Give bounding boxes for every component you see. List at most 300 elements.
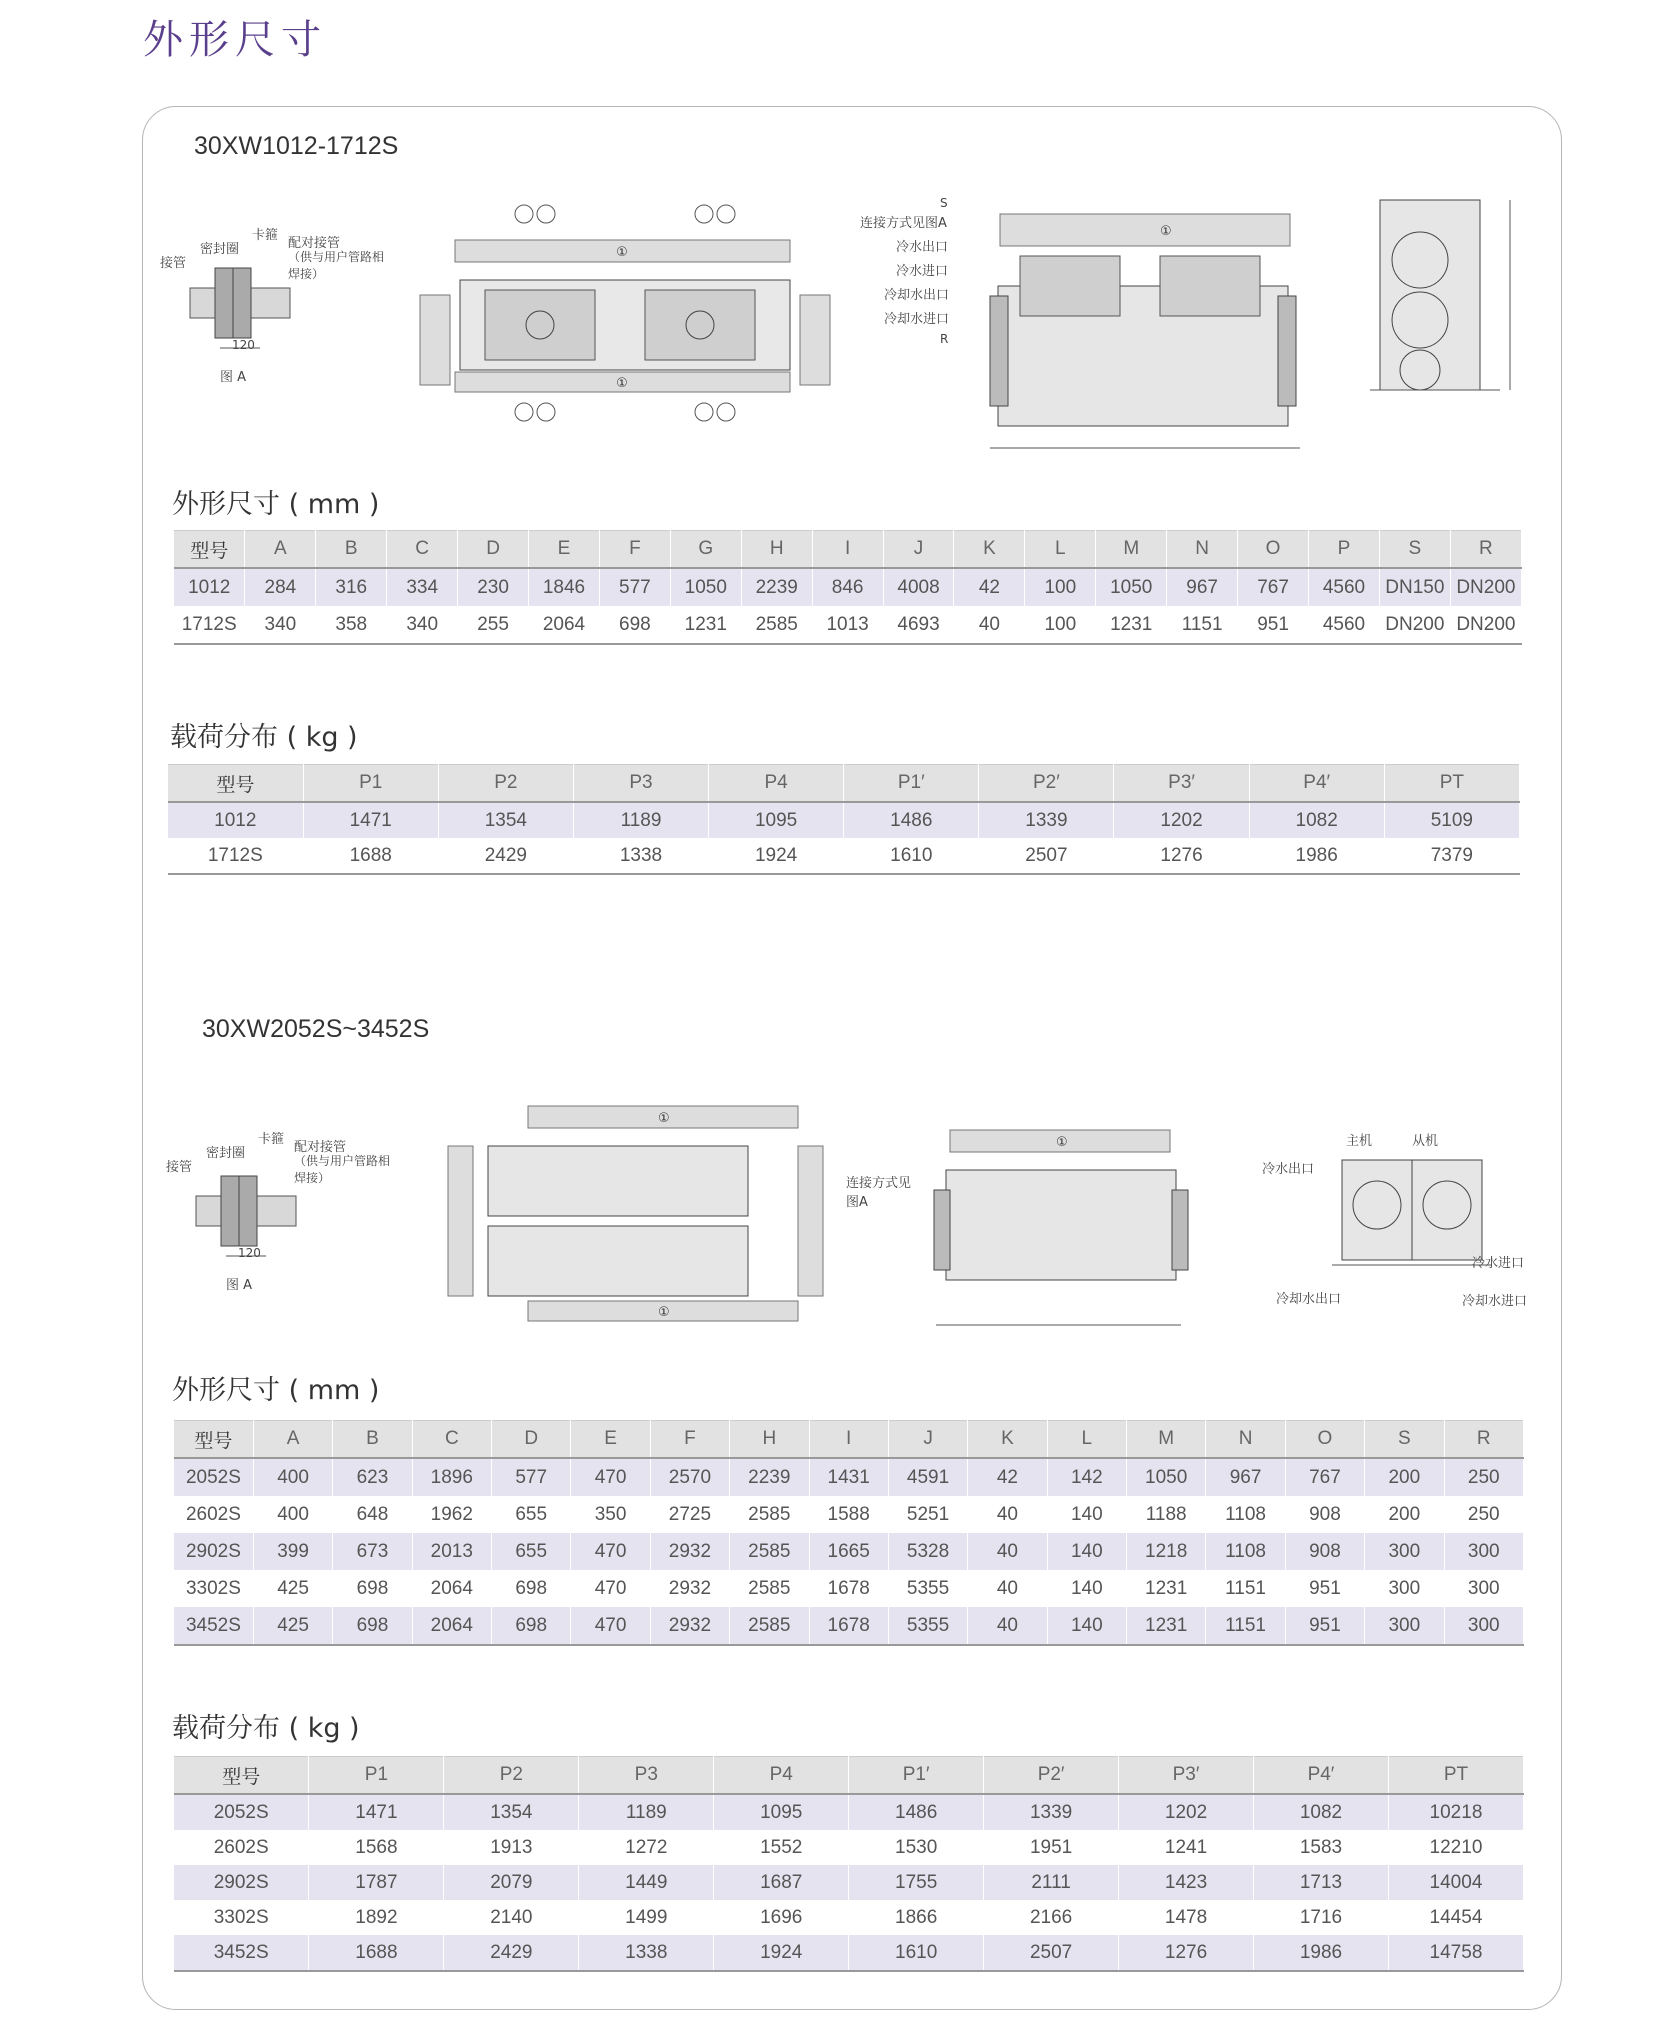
table-cell: 2585	[730, 1570, 809, 1607]
load-title-1: 载荷分布 ( kg )	[170, 722, 358, 753]
table-cell: 340	[245, 606, 316, 644]
seal-label: 密封圈	[200, 242, 240, 257]
table-cell: 100	[1025, 568, 1096, 606]
chilled-water-out-label: 冷水出口	[896, 240, 949, 255]
table-cell: 470	[571, 1533, 650, 1570]
column-header: H	[730, 1421, 809, 1459]
table-row	[168, 838, 1520, 874]
table-row	[174, 1900, 1524, 1935]
table-cell: 100	[1025, 606, 1096, 644]
column-header: N	[1206, 1421, 1285, 1459]
table-cell: 698	[333, 1607, 412, 1645]
load-table-2	[174, 1756, 1524, 1972]
table-cell: 300	[1444, 1607, 1524, 1645]
table-cell: 655	[492, 1496, 571, 1533]
table-cell: 1471	[309, 1794, 444, 1830]
table-cell: 1449	[579, 1865, 714, 1900]
table-cell: 1924	[714, 1935, 849, 1971]
table-cell: 284	[245, 568, 316, 606]
label-s: S	[940, 196, 948, 210]
table-cell: 1202	[1114, 802, 1249, 838]
table-cell: 1241	[1119, 1830, 1254, 1865]
table-cell: 5251	[888, 1496, 967, 1533]
table-cell: 1951	[984, 1830, 1119, 1865]
table-cell: 1588	[809, 1496, 888, 1533]
master-unit-label: 主机	[1346, 1134, 1373, 1149]
load-table-1	[168, 764, 1520, 875]
table-cell: 2725	[650, 1496, 729, 1533]
table-row	[174, 606, 1522, 644]
column-header: P2	[438, 765, 573, 803]
table-cell: 1986	[1254, 1935, 1389, 1971]
table-cell: 14758	[1388, 1935, 1523, 1971]
table-cell: 4560	[1309, 606, 1380, 644]
table-cell: 1338	[573, 838, 708, 874]
dimension-table-2	[174, 1420, 1524, 1646]
unit-end-view-drawing-1	[1360, 190, 1540, 440]
column-header: J	[888, 1421, 967, 1459]
column-header: K	[954, 531, 1025, 569]
table-cell: 1276	[1114, 838, 1249, 874]
cooling-water-in-label: 冷却水进口	[1462, 1294, 1528, 1309]
table-cell: 2570	[650, 1458, 729, 1496]
table-cell: 1108	[1206, 1533, 1285, 1570]
table-cell: 1696	[714, 1900, 849, 1935]
table-cell: 951	[1285, 1570, 1364, 1607]
table-cell: 400	[253, 1458, 332, 1496]
table-header-row	[174, 1757, 1524, 1795]
table-cell: 951	[1285, 1607, 1364, 1645]
table-cell: 1986	[1249, 838, 1384, 874]
pipe-label: 接管	[166, 1160, 193, 1175]
table-cell: 2602S	[174, 1496, 253, 1533]
mate-pipe-note: （供与用户管路相焊接）	[294, 1154, 391, 1185]
figure-a-label: 图 A	[226, 1278, 253, 1293]
table-cell: 1095	[714, 1794, 849, 1830]
table-cell: 1962	[412, 1496, 491, 1533]
table-cell: DN200	[1379, 606, 1450, 644]
table-cell: 577	[599, 568, 670, 606]
table-cell: 40	[968, 1533, 1047, 1570]
load-title-2: 载荷分布 ( kg )	[172, 1713, 360, 1744]
label-r: R	[940, 332, 949, 346]
column-header: P3	[579, 1757, 714, 1795]
column-header: R	[1450, 531, 1521, 569]
clamp-label: 卡箍	[258, 1132, 285, 1147]
column-header: C	[412, 1421, 491, 1459]
conn-label: 连接方式见图A	[846, 1176, 912, 1210]
table-cell: 4693	[883, 606, 954, 644]
table-cell: 2932	[650, 1570, 729, 1607]
table-cell: 1082	[1254, 1794, 1389, 1830]
table-cell: 1013	[812, 606, 883, 644]
table-cell: 908	[1285, 1496, 1364, 1533]
table-cell: 1431	[809, 1458, 888, 1496]
table-row	[174, 1935, 1524, 1971]
clamp-label: 卡箍	[252, 228, 279, 243]
table-cell: 1713	[1254, 1865, 1389, 1900]
table-cell: 42	[954, 568, 1025, 606]
table-cell: 1272	[579, 1830, 714, 1865]
table-cell: 698	[492, 1570, 571, 1607]
table-cell: 230	[458, 568, 529, 606]
column-header: K	[968, 1421, 1047, 1459]
table-cell: 1151	[1206, 1607, 1285, 1645]
table-cell: 1913	[444, 1830, 579, 1865]
table-cell: 1012	[174, 568, 245, 606]
table-cell: 14004	[1388, 1865, 1523, 1900]
column-header: D	[458, 531, 529, 569]
table-cell: 1583	[1254, 1830, 1389, 1865]
column-header: P1′	[844, 765, 979, 803]
table-cell: 1423	[1119, 1865, 1254, 1900]
table-cell: 2239	[730, 1458, 809, 1496]
cooling-water-out-label: 冷却水出口	[1276, 1292, 1342, 1307]
column-header: A	[245, 531, 316, 569]
table-cell: 1276	[1119, 1935, 1254, 1971]
column-header: P3′	[1119, 1757, 1254, 1795]
table-cell: 340	[387, 606, 458, 644]
table-cell: 40	[954, 606, 1025, 644]
table-cell: 655	[492, 1533, 571, 1570]
table-cell: 1478	[1119, 1900, 1254, 1935]
table-cell: 2429	[444, 1935, 579, 1971]
dims-title-1: 外形尺寸 ( mm )	[172, 489, 380, 520]
table-cell: 1688	[303, 838, 438, 874]
cooling-water-in-label: 冷却水进口	[884, 312, 950, 327]
table-cell: 1755	[849, 1865, 984, 1900]
table-cell: 399	[253, 1533, 332, 1570]
model-title-1: 30XW1012-1712S	[194, 132, 399, 160]
mate-pipe-label: 配对接管	[288, 236, 341, 251]
table-cell: 470	[571, 1458, 650, 1496]
table-cell: 1610	[844, 838, 979, 874]
table-cell: 2585	[741, 606, 812, 644]
column-header: M	[1127, 1421, 1206, 1459]
table-cell: 698	[599, 606, 670, 644]
table-header-row	[168, 765, 1520, 803]
table-cell: 5355	[888, 1607, 967, 1645]
table-cell: 1896	[412, 1458, 491, 1496]
column-header: P3′	[1114, 765, 1249, 803]
seal-label: 密封圈	[206, 1146, 246, 1161]
table-cell: 1050	[670, 568, 741, 606]
table-cell: 140	[1047, 1570, 1126, 1607]
column-header: PT	[1388, 1757, 1523, 1795]
table-cell: 1012	[168, 802, 303, 838]
table-cell: 1846	[529, 568, 600, 606]
table-cell: 1354	[444, 1794, 579, 1830]
column-header: F	[650, 1421, 729, 1459]
table-cell: 4560	[1309, 568, 1380, 606]
table-cell: 1486	[849, 1794, 984, 1830]
column-header: G	[670, 531, 741, 569]
pipe-connection-diagram-1	[160, 218, 390, 388]
column-header: B	[316, 531, 387, 569]
table-cell: 1892	[309, 1900, 444, 1935]
table-cell: 3452S	[174, 1935, 309, 1971]
unit-top-view-drawing-2	[428, 1076, 858, 1336]
table-cell: 1610	[849, 1935, 984, 1971]
column-header: D	[492, 1421, 571, 1459]
column-header: C	[387, 531, 458, 569]
table-cell: 1188	[1127, 1496, 1206, 1533]
table-row	[168, 802, 1520, 838]
column-header: 型号	[168, 765, 303, 803]
pipe-label: 接管	[160, 256, 187, 271]
table-cell: 2052S	[174, 1794, 309, 1830]
table-cell: 300	[1365, 1533, 1444, 1570]
page-title: 外形尺寸	[143, 17, 327, 63]
table-cell: 2079	[444, 1865, 579, 1900]
table-cell: 2111	[984, 1865, 1119, 1900]
table-cell: 3302S	[174, 1900, 309, 1935]
table-cell: 3452S	[174, 1607, 253, 1645]
table-row	[174, 1570, 1524, 1607]
column-header: 型号	[174, 531, 245, 569]
column-header: A	[253, 1421, 332, 1459]
pipe-connection-diagram-2	[166, 1126, 396, 1296]
table-cell: 1530	[849, 1830, 984, 1865]
table-cell: 2507	[979, 838, 1114, 874]
table-cell: 316	[316, 568, 387, 606]
table-cell: 1712S	[174, 606, 245, 644]
column-header: E	[529, 531, 600, 569]
column-header: P3	[573, 765, 708, 803]
table-cell: 2064	[529, 606, 600, 644]
table-cell: 2902S	[174, 1865, 309, 1900]
table-cell: 2602S	[174, 1830, 309, 1865]
table-cell: 250	[1444, 1458, 1524, 1496]
column-header: P4	[709, 765, 844, 803]
table-cell: 623	[333, 1458, 412, 1496]
table-cell: 140	[1047, 1607, 1126, 1645]
table-cell: DN200	[1450, 606, 1521, 644]
column-header: P2	[444, 1757, 579, 1795]
table-cell: 1050	[1127, 1458, 1206, 1496]
svg-text:①: ①	[658, 1305, 670, 1320]
column-header: P1	[303, 765, 438, 803]
mate-pipe-note: （供与用户管路相焊接）	[288, 250, 385, 281]
column-header: R	[1444, 1421, 1524, 1459]
column-header: P	[1309, 531, 1380, 569]
table-cell: 1231	[670, 606, 741, 644]
table-cell: 2239	[741, 568, 812, 606]
table-cell: 1151	[1167, 606, 1238, 644]
table-cell: 200	[1365, 1458, 1444, 1496]
column-header: P4′	[1249, 765, 1384, 803]
table-cell: 2932	[650, 1533, 729, 1570]
slave-unit-label: 从机	[1412, 1134, 1439, 1149]
dimension-table-1	[174, 530, 1522, 645]
table-cell: 2902S	[174, 1533, 253, 1570]
table-cell: 300	[1444, 1533, 1524, 1570]
table-cell: 3302S	[174, 1570, 253, 1607]
table-cell: 470	[571, 1570, 650, 1607]
unit-side-view-drawing-1	[860, 186, 1330, 461]
column-header: E	[571, 1421, 650, 1459]
table-cell: 767	[1238, 568, 1309, 606]
table-cell: 2052S	[174, 1458, 253, 1496]
table-cell: 2064	[412, 1607, 491, 1645]
table-cell: 400	[253, 1496, 332, 1533]
table-cell: 1231	[1127, 1570, 1206, 1607]
column-header: P1	[309, 1757, 444, 1795]
table-cell: 1568	[309, 1830, 444, 1865]
column-header: O	[1285, 1421, 1364, 1459]
cooling-water-out-label: 冷却水出口	[884, 288, 950, 303]
table-cell: 10218	[1388, 1794, 1523, 1830]
table-cell: 1499	[579, 1900, 714, 1935]
chilled-water-in-label: 冷水进口	[1472, 1256, 1525, 1271]
table-cell: 255	[458, 606, 529, 644]
column-header: M	[1096, 531, 1167, 569]
figure-a-label: 图 A	[220, 370, 247, 385]
table-cell: 2429	[438, 838, 573, 874]
table-cell: 2507	[984, 1935, 1119, 1971]
table-cell: 698	[333, 1570, 412, 1607]
table-cell: 350	[571, 1496, 650, 1533]
table-row	[174, 1458, 1524, 1496]
table-cell: 648	[333, 1496, 412, 1533]
column-header: H	[741, 531, 812, 569]
table-cell: DN150	[1379, 568, 1450, 606]
table-cell: 1189	[579, 1794, 714, 1830]
table-cell: 1716	[1254, 1900, 1389, 1935]
table-cell: 1231	[1127, 1607, 1206, 1645]
table-cell: 1787	[309, 1865, 444, 1900]
table-header-row	[174, 531, 1522, 569]
table-cell: 300	[1365, 1570, 1444, 1607]
table-cell: 5328	[888, 1533, 967, 1570]
column-header: I	[812, 531, 883, 569]
table-cell: 1151	[1206, 1570, 1285, 1607]
column-header: J	[883, 531, 954, 569]
column-header: I	[809, 1421, 888, 1459]
table-row	[174, 1607, 1524, 1645]
table-cell: 140	[1047, 1496, 1126, 1533]
table-row	[174, 1533, 1524, 1570]
table-cell: 1678	[809, 1570, 888, 1607]
table-cell: 14454	[1388, 1900, 1523, 1935]
column-header: 型号	[174, 1421, 253, 1459]
table-cell: 2064	[412, 1570, 491, 1607]
column-header: S	[1379, 531, 1450, 569]
table-cell: 5355	[888, 1570, 967, 1607]
table-cell: 673	[333, 1533, 412, 1570]
unit-side-view-drawing-2	[846, 1120, 1226, 1340]
table-cell: 300	[1365, 1607, 1444, 1645]
table-cell: 2013	[412, 1533, 491, 1570]
table-cell: 1866	[849, 1900, 984, 1935]
table-cell: 2166	[984, 1900, 1119, 1935]
chilled-water-out-label: 冷水出口	[1262, 1162, 1315, 1177]
table-cell: 1924	[709, 838, 844, 874]
table-cell: 1218	[1127, 1533, 1206, 1570]
table-cell: 40	[968, 1607, 1047, 1645]
dim-120: 120	[232, 338, 255, 352]
table-row	[174, 1865, 1524, 1900]
table-cell: 908	[1285, 1533, 1364, 1570]
column-header: L	[1025, 531, 1096, 569]
column-header: L	[1047, 1421, 1126, 1459]
table-cell: 698	[492, 1607, 571, 1645]
svg-text:①: ①	[616, 245, 628, 260]
table-cell: 1108	[1206, 1496, 1285, 1533]
table-cell: 200	[1365, 1496, 1444, 1533]
table-cell: 4591	[888, 1458, 967, 1496]
table-cell: 7379	[1384, 838, 1519, 874]
table-cell: 425	[253, 1570, 332, 1607]
table-cell: 967	[1206, 1458, 1285, 1496]
table-cell: 1486	[844, 802, 979, 838]
column-header: P2′	[984, 1757, 1119, 1795]
table-row	[174, 1830, 1524, 1865]
table-cell: 142	[1047, 1458, 1126, 1496]
column-header: P2′	[979, 765, 1114, 803]
table-cell: 1471	[303, 802, 438, 838]
table-cell: 1231	[1096, 606, 1167, 644]
model-title-2: 30XW2052S~3452S	[202, 1015, 430, 1043]
table-cell: 1688	[309, 1935, 444, 1971]
table-row	[174, 1794, 1524, 1830]
column-header: F	[599, 531, 670, 569]
column-header: O	[1238, 531, 1309, 569]
unit-top-view-drawing-1	[380, 200, 860, 430]
table-cell: 1665	[809, 1533, 888, 1570]
table-cell: 1189	[573, 802, 708, 838]
column-header: P1′	[849, 1757, 984, 1795]
table-row	[174, 568, 1522, 606]
table-cell: 1354	[438, 802, 573, 838]
table-row	[174, 1496, 1524, 1533]
table-cell: 1338	[579, 1935, 714, 1971]
table-cell: 1712S	[168, 838, 303, 874]
table-cell: 425	[253, 1607, 332, 1645]
table-cell: 1202	[1119, 1794, 1254, 1830]
table-cell: 358	[316, 606, 387, 644]
svg-text:①: ①	[616, 376, 628, 391]
mate-pipe-label: 配对接管	[294, 1140, 347, 1155]
table-cell: 1687	[714, 1865, 849, 1900]
table-cell: 5109	[1384, 802, 1519, 838]
table-cell: 2932	[650, 1607, 729, 1645]
table-cell: 300	[1444, 1570, 1524, 1607]
table-cell: 140	[1047, 1533, 1126, 1570]
column-header: P4	[714, 1757, 849, 1795]
table-cell: 1678	[809, 1607, 888, 1645]
table-cell: 1339	[984, 1794, 1119, 1830]
table-cell: 1050	[1096, 568, 1167, 606]
table-cell: 40	[968, 1496, 1047, 1533]
dims-title-2: 外形尺寸 ( mm )	[172, 1375, 380, 1406]
column-header: PT	[1384, 765, 1519, 803]
chilled-water-in-label: 冷水进口	[896, 264, 949, 279]
svg-text:①: ①	[1160, 224, 1172, 239]
table-cell: 470	[571, 1607, 650, 1645]
column-header: S	[1365, 1421, 1444, 1459]
svg-text:①: ①	[1056, 1135, 1068, 1150]
table-cell: 4008	[883, 568, 954, 606]
table-cell: 767	[1285, 1458, 1364, 1496]
unit-end-view-drawing-2	[1262, 1130, 1542, 1330]
column-header: P4′	[1254, 1757, 1389, 1795]
table-cell: 951	[1238, 606, 1309, 644]
table-cell: 12210	[1388, 1830, 1523, 1865]
column-header: N	[1167, 531, 1238, 569]
column-header: B	[333, 1421, 412, 1459]
table-cell: DN200	[1450, 568, 1521, 606]
